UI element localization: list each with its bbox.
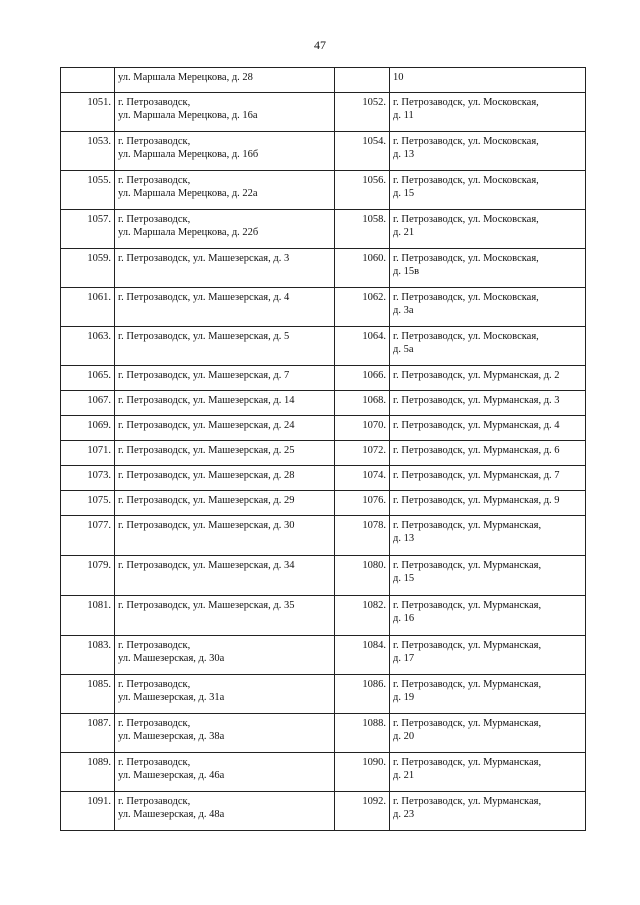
right-address: г. Петрозаводск, ул. Мурманская, д. 7 bbox=[390, 466, 586, 491]
left-item-number: 1089. bbox=[61, 753, 115, 792]
left-item-number: 1069. bbox=[61, 416, 115, 441]
left-address: г. Петрозаводск, ул. Маршала Мерецкова, д. 22б bbox=[115, 210, 335, 249]
left-address: г. Петрозаводск, ул. Машезерская, д. 46а bbox=[115, 753, 335, 792]
left-address: г. Петрозаводск, ул. Машезерская, д. 25 bbox=[115, 441, 335, 466]
left-item-number: 1063. bbox=[61, 327, 115, 366]
left-item-number: 1053. bbox=[61, 132, 115, 171]
left-item-number: 1073. bbox=[61, 466, 115, 491]
right-address: г. Петрозаводск, ул. Московская, д. 21 bbox=[390, 210, 586, 249]
right-item-number: 1078. bbox=[335, 516, 390, 556]
right-item-number: 1074. bbox=[335, 466, 390, 491]
left-item-number: 1051. bbox=[61, 93, 115, 132]
address-table bbox=[60, 67, 586, 831]
table-row bbox=[61, 171, 586, 210]
table-row bbox=[61, 675, 586, 714]
table-row bbox=[61, 391, 586, 416]
table-row bbox=[61, 68, 586, 93]
right-item-number: 1056. bbox=[335, 171, 390, 210]
left-item-number: 1071. bbox=[61, 441, 115, 466]
table-row bbox=[61, 132, 586, 171]
left-item-number: 1075. bbox=[61, 491, 115, 516]
left-item-number: 1065. bbox=[61, 366, 115, 391]
right-address: г. Петрозаводск, ул. Мурманская, д. 6 bbox=[390, 441, 586, 466]
table-row bbox=[61, 556, 586, 596]
left-address: г. Петрозаводск, ул. Машезерская, д. 4 bbox=[115, 288, 335, 327]
left-address: г. Петрозаводск, ул. Машезерская, д. 7 bbox=[115, 366, 335, 391]
left-item-number: 1057. bbox=[61, 210, 115, 249]
page-number: 47 bbox=[314, 38, 326, 52]
left-item-number: 1087. bbox=[61, 714, 115, 753]
left-address: г. Петрозаводск, ул. Машезерская, д. 5 bbox=[115, 327, 335, 366]
table-row bbox=[61, 249, 586, 288]
right-address: г. Петрозаводск, ул. Мурманская, д. 3 bbox=[390, 391, 586, 416]
right-address: г. Петрозаводск, ул. Мурманская, д. 20 bbox=[390, 714, 586, 753]
table-row bbox=[61, 441, 586, 466]
right-address: г. Петрозаводск, ул. Мурманская, д. 13 bbox=[390, 516, 586, 556]
right-address: г. Петрозаводск, ул. Мурманская, д. 15 bbox=[390, 556, 586, 596]
table-row bbox=[61, 491, 586, 516]
right-address: г. Петрозаводск, ул. Московская, д. 11 bbox=[390, 93, 586, 132]
right-item-number: 1082. bbox=[335, 596, 390, 636]
left-address: г. Петрозаводск, ул. Машезерская, д. 24 bbox=[115, 416, 335, 441]
table-row bbox=[61, 93, 586, 132]
right-item-number: 1086. bbox=[335, 675, 390, 714]
right-item-number: 1052. bbox=[335, 93, 390, 132]
right-item-number bbox=[335, 68, 390, 93]
right-address: г. Петрозаводск, ул. Московская, д. 5а bbox=[390, 327, 586, 366]
left-address: г. Петрозаводск, ул. Машезерская, д. 3 bbox=[115, 249, 335, 288]
table-row bbox=[61, 792, 586, 831]
left-address: г. Петрозаводск, ул. Машезерская, д. 28 bbox=[115, 466, 335, 491]
right-item-number: 1066. bbox=[335, 366, 390, 391]
left-item-number: 1059. bbox=[61, 249, 115, 288]
right-address: г. Петрозаводск, ул. Московская, д. 13 bbox=[390, 132, 586, 171]
right-address: г. Петрозаводск, ул. Мурманская, д. 21 bbox=[390, 753, 586, 792]
right-address: 10 bbox=[390, 68, 586, 93]
right-item-number: 1054. bbox=[335, 132, 390, 171]
left-address: г. Петрозаводск, ул. Машезерская, д. 38а bbox=[115, 714, 335, 753]
left-item-number: 1081. bbox=[61, 596, 115, 636]
table-row bbox=[61, 288, 586, 327]
left-address: г. Петрозаводск, ул. Машезерская, д. 30а bbox=[115, 636, 335, 675]
right-address: г. Петрозаводск, ул. Мурманская, д. 23 bbox=[390, 792, 586, 831]
left-address: г. Петрозаводск, ул. Маршала Мерецкова, д. 16б bbox=[115, 132, 335, 171]
left-item-number: 1067. bbox=[61, 391, 115, 416]
table-row bbox=[61, 714, 586, 753]
right-item-number: 1080. bbox=[335, 556, 390, 596]
table-row bbox=[61, 210, 586, 249]
right-item-number: 1076. bbox=[335, 491, 390, 516]
left-address: г. Петрозаводск, ул. Маршала Мерецкова, д. 22а bbox=[115, 171, 335, 210]
left-item-number: 1055. bbox=[61, 171, 115, 210]
right-address: г. Петрозаводск, ул. Мурманская, д. 2 bbox=[390, 366, 586, 391]
table-row bbox=[61, 753, 586, 792]
right-item-number: 1060. bbox=[335, 249, 390, 288]
right-item-number: 1072. bbox=[335, 441, 390, 466]
right-item-number: 1092. bbox=[335, 792, 390, 831]
right-address: г. Петрозаводск, ул. Мурманская, д. 16 bbox=[390, 596, 586, 636]
left-item-number bbox=[61, 68, 115, 93]
right-item-number: 1068. bbox=[335, 391, 390, 416]
table-row bbox=[61, 466, 586, 491]
table-row bbox=[61, 596, 586, 636]
right-item-number: 1062. bbox=[335, 288, 390, 327]
table-row bbox=[61, 516, 586, 556]
right-item-number: 1090. bbox=[335, 753, 390, 792]
left-address: г. Петрозаводск, ул. Машезерская, д. 14 bbox=[115, 391, 335, 416]
right-address: г. Петрозаводск, ул. Мурманская, д. 17 bbox=[390, 636, 586, 675]
left-address: г. Петрозаводск, ул. Машезерская, д. 48а bbox=[115, 792, 335, 831]
left-address: г. Петрозаводск, ул. Машезерская, д. 35 bbox=[115, 596, 335, 636]
left-address: г. Петрозаводск, ул. Машезерская, д. 34 bbox=[115, 556, 335, 596]
left-item-number: 1077. bbox=[61, 516, 115, 556]
right-item-number: 1088. bbox=[335, 714, 390, 753]
table-row bbox=[61, 366, 586, 391]
left-address: г. Петрозаводск, ул. Машезерская, д. 31а bbox=[115, 675, 335, 714]
left-address: ул. Маршала Мерецкова, д. 28 bbox=[115, 68, 335, 93]
left-item-number: 1085. bbox=[61, 675, 115, 714]
left-item-number: 1083. bbox=[61, 636, 115, 675]
table-row bbox=[61, 636, 586, 675]
right-address: г. Петрозаводск, ул. Мурманская, д. 19 bbox=[390, 675, 586, 714]
table-row bbox=[61, 327, 586, 366]
left-address: г. Петрозаводск, ул. Маршала Мерецкова, д. 16а bbox=[115, 93, 335, 132]
left-address: г. Петрозаводск, ул. Машезерская, д. 29 bbox=[115, 491, 335, 516]
right-item-number: 1084. bbox=[335, 636, 390, 675]
left-item-number: 1079. bbox=[61, 556, 115, 596]
right-item-number: 1064. bbox=[335, 327, 390, 366]
right-address: г. Петрозаводск, ул. Мурманская, д. 9 bbox=[390, 491, 586, 516]
left-address: г. Петрозаводск, ул. Машезерская, д. 30 bbox=[115, 516, 335, 556]
right-address: г. Петрозаводск, ул. Московская, д. 3а bbox=[390, 288, 586, 327]
right-item-number: 1058. bbox=[335, 210, 390, 249]
right-address: г. Петрозаводск, ул. Московская, д. 15в bbox=[390, 249, 586, 288]
right-item-number: 1070. bbox=[335, 416, 390, 441]
table-row bbox=[61, 416, 586, 441]
left-item-number: 1091. bbox=[61, 792, 115, 831]
right-address: г. Петрозаводск, ул. Московская, д. 15 bbox=[390, 171, 586, 210]
right-address: г. Петрозаводск, ул. Мурманская, д. 4 bbox=[390, 416, 586, 441]
left-item-number: 1061. bbox=[61, 288, 115, 327]
